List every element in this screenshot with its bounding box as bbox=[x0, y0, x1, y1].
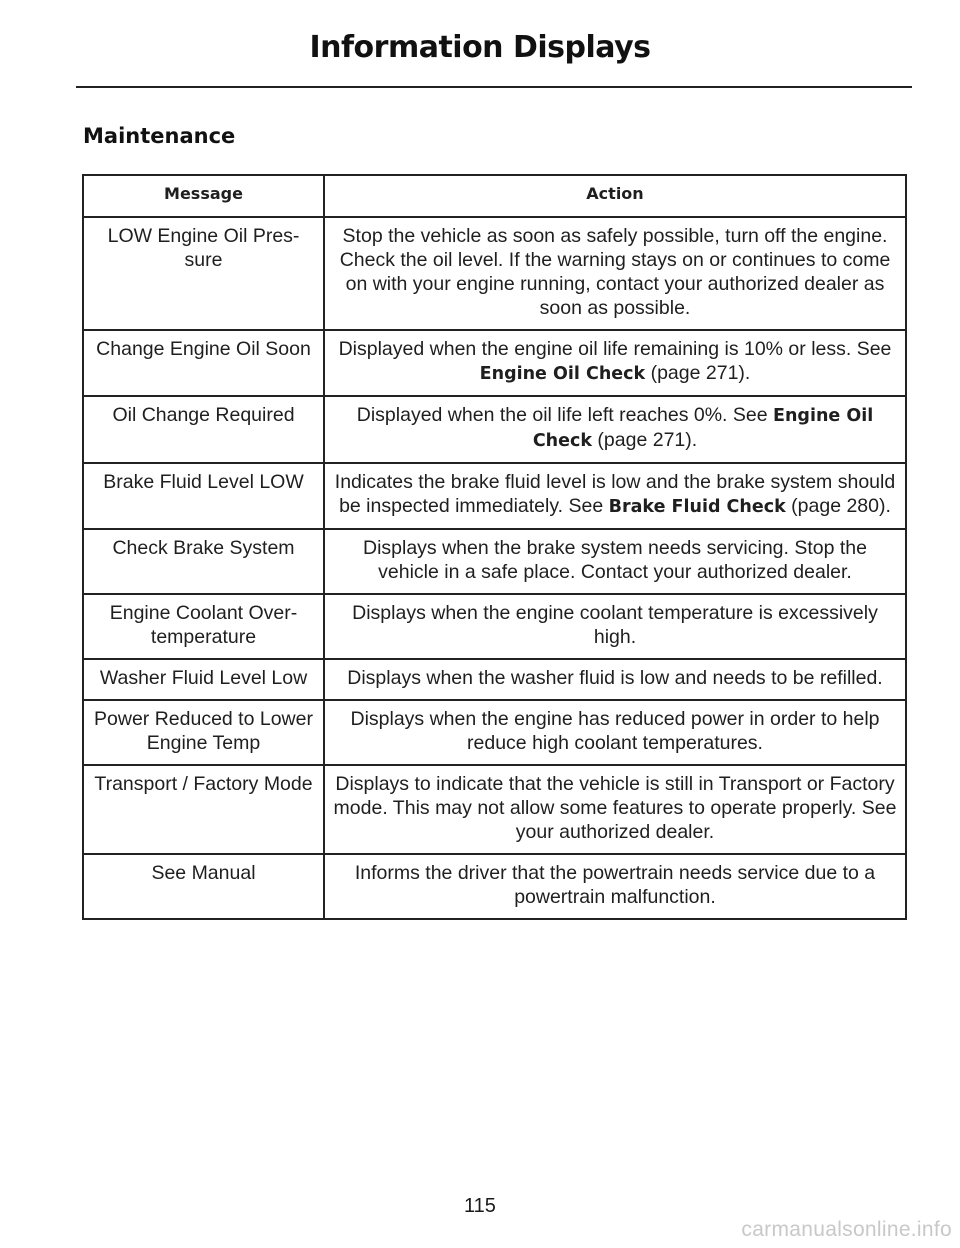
action-cell: Displays when the brake system needs servicing. Stop the vehicle in a safe place. Contact your authorized dealer. bbox=[324, 529, 906, 594]
column-header-message: Message bbox=[83, 175, 324, 217]
action-text: Displayed when the engine oil life remaining is 10% or less. See bbox=[338, 338, 892, 360]
message-cell: Oil Change Required bbox=[83, 396, 324, 463]
action-cell: Informs the driver that the powertrain needs service due to a powertrain malfunction. bbox=[324, 854, 906, 919]
action-cell bbox=[324, 396, 906, 463]
table-row bbox=[83, 330, 906, 396]
action-cell: Displays when the engine coolant temperature is excessively high. bbox=[324, 594, 906, 659]
action-text: Displayed when the oil life left reaches 0%. See bbox=[356, 404, 773, 426]
message-cell: Check Brake System bbox=[83, 529, 324, 594]
message-cell: Brake Fluid Level LOW bbox=[83, 463, 324, 529]
page-reference: (page 271). bbox=[592, 429, 698, 451]
page-reference: (page 280). bbox=[785, 495, 891, 517]
action-cell: Displays when the washer fluid is low and needs to be refilled. bbox=[324, 659, 906, 700]
message-cell: LOW Engine Oil Pres-sure bbox=[83, 217, 324, 330]
cross-reference-link[interactable]: Engine Oil Check bbox=[479, 364, 646, 384]
table-row bbox=[83, 529, 906, 594]
page-number: 115 bbox=[464, 1195, 496, 1217]
page-header-title: Information Displays bbox=[309, 30, 651, 65]
table-row bbox=[83, 765, 906, 854]
cross-reference-link[interactable]: Brake Fluid Check bbox=[608, 497, 786, 517]
message-cell: Power Reduced to Lower Engine Temp bbox=[83, 700, 324, 765]
action-cell: Stop the vehicle as soon as safely possible, turn off the engine. Check the oil level. If the warning stays on or continues to come on with your engine running, contact your authorized dealer as soon as possible. bbox=[324, 217, 906, 330]
message-cell: Engine Coolant Over-temperature bbox=[83, 594, 324, 659]
page-reference: (page 271). bbox=[645, 362, 751, 384]
message-cell: Washer Fluid Level Low bbox=[83, 659, 324, 700]
action-cell bbox=[324, 463, 906, 529]
action-cell: Displays when the engine has reduced power in order to help reduce high coolant temperatures. bbox=[324, 700, 906, 765]
maintenance-messages-table bbox=[82, 174, 907, 920]
column-header-action: Action bbox=[324, 175, 906, 217]
table-row bbox=[83, 659, 906, 700]
table-row bbox=[83, 594, 906, 659]
message-cell: Change Engine Oil Soon bbox=[83, 330, 324, 396]
message-cell: Transport / Factory Mode bbox=[83, 765, 324, 854]
header-divider bbox=[76, 86, 912, 88]
table-row bbox=[83, 700, 906, 765]
message-cell: See Manual bbox=[83, 854, 324, 919]
table-row bbox=[83, 217, 906, 330]
action-text: Indicates the brake fluid level is low and the brake system should be inspected immediately. See bbox=[334, 471, 896, 517]
section-title: Maintenance bbox=[83, 124, 236, 148]
table-row bbox=[83, 396, 906, 463]
cross-reference-link[interactable]: Engine Oil Check bbox=[532, 406, 874, 451]
table-row bbox=[83, 463, 906, 529]
action-cell: Displays to indicate that the vehicle is still in Transport or Factory mode. This may not allow some features to operate properly. See your authorized dealer. bbox=[324, 765, 906, 854]
table-header-row bbox=[83, 175, 906, 217]
watermark: carmanualsonline.info bbox=[741, 1218, 952, 1241]
table-row bbox=[83, 854, 906, 919]
action-cell bbox=[324, 330, 906, 396]
